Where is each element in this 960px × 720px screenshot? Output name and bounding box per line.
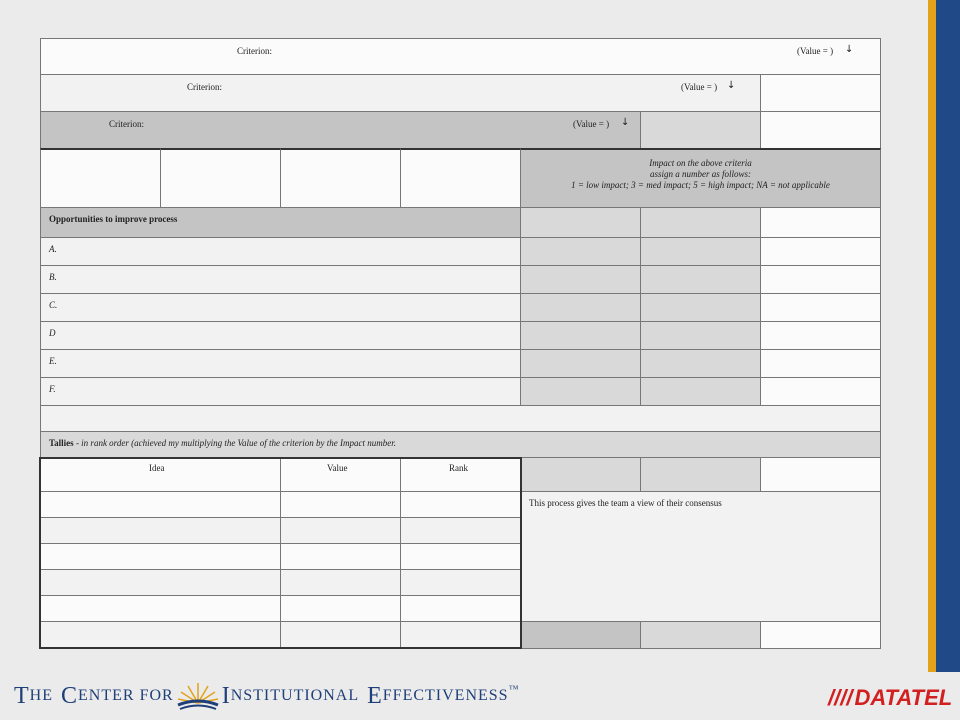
brand-slashes: //// bbox=[828, 685, 853, 710]
logo-letter: I bbox=[221, 682, 231, 709]
tally-cell-idea bbox=[40, 517, 281, 544]
tallies-label-bold: Tallies bbox=[49, 438, 74, 448]
opportunity-label: C. bbox=[49, 300, 58, 310]
opportunity-label: A. bbox=[49, 244, 57, 254]
tally-cell-idea bbox=[40, 543, 281, 570]
bottom-cell-c bbox=[760, 621, 881, 649]
tally-cell-value bbox=[280, 621, 401, 649]
opportunity-cell bbox=[640, 237, 761, 266]
opportunity-cell bbox=[520, 293, 641, 322]
opportunity-cell bbox=[640, 349, 761, 378]
tally-cell-rank bbox=[400, 517, 521, 544]
opportunity-cell bbox=[760, 321, 881, 350]
criterion-row-2 bbox=[40, 74, 761, 112]
tally-cell-idea bbox=[40, 491, 281, 518]
criterion-row-3 bbox=[40, 111, 641, 149]
tally-header-value bbox=[280, 457, 401, 492]
logo-letter: T bbox=[14, 682, 30, 709]
tally-cell-rank bbox=[400, 621, 521, 649]
logo-word: ENTER FOR bbox=[78, 687, 174, 704]
opportunities-header-cell-a bbox=[520, 207, 641, 238]
logo-word: FFECTIVENESS bbox=[382, 687, 509, 704]
impact-instructions bbox=[520, 148, 881, 208]
opportunity-label: E. bbox=[49, 356, 57, 366]
opportunity-cell bbox=[640, 265, 761, 294]
tally-header-rank bbox=[400, 457, 521, 492]
opportunity-cell bbox=[520, 377, 641, 406]
opportunity-cell bbox=[760, 265, 881, 294]
tally-cell-idea bbox=[40, 595, 281, 622]
opportunity-cell bbox=[520, 237, 641, 266]
opportunity-cell bbox=[520, 349, 641, 378]
tally-cell-rank bbox=[400, 569, 521, 596]
opportunity-cell bbox=[640, 321, 761, 350]
criterion-label-2: Criterion: bbox=[187, 82, 222, 92]
tally-cell-rank bbox=[400, 543, 521, 570]
tally-header-cell-a bbox=[520, 457, 641, 492]
opportunity-label: D bbox=[49, 328, 56, 338]
bottom-cell-b bbox=[640, 621, 761, 649]
opportunities-header-cell-b bbox=[640, 207, 761, 238]
opportunity-row-b bbox=[40, 265, 521, 294]
tally-header-cell-b bbox=[640, 457, 761, 492]
value-label-3: (Value = ) bbox=[573, 119, 610, 129]
tally-header-cell-c bbox=[760, 457, 881, 492]
tally-header-rank-label: Rank bbox=[449, 463, 468, 473]
trademark-symbol: ™ bbox=[508, 684, 520, 695]
tallies-row bbox=[40, 431, 881, 458]
opportunity-label: F. bbox=[49, 384, 56, 394]
sunburst-icon bbox=[176, 679, 220, 713]
tally-header-value-label: Value bbox=[327, 463, 348, 473]
tally-cell-idea bbox=[40, 569, 281, 596]
arrow-down-icon: ↓ bbox=[845, 44, 854, 55]
tallies-label-rest: - in rank order (achieved my multiplying the Value of the criterion by the Impact number. bbox=[73, 438, 397, 448]
tally-cell-value bbox=[280, 595, 401, 622]
header-blank-cell-1 bbox=[40, 148, 161, 208]
tally-cell-value bbox=[280, 569, 401, 596]
criterion-row-3-value-cell-a bbox=[640, 111, 761, 149]
arrow-down-icon: ↓ bbox=[621, 117, 630, 128]
header-blank-cell-4 bbox=[400, 148, 521, 208]
tally-header-idea bbox=[40, 457, 281, 492]
opportunity-cell bbox=[760, 237, 881, 266]
arrow-down-icon: ↓ bbox=[727, 80, 736, 91]
opportunity-row-c bbox=[40, 293, 521, 322]
value-label-2: (Value = ) bbox=[681, 82, 718, 92]
impact-line-2: assign a number as follows: bbox=[649, 169, 751, 179]
criterion-row-2-value-cell bbox=[760, 74, 881, 112]
logo-letter: C bbox=[61, 682, 79, 709]
opportunities-header bbox=[40, 207, 521, 238]
opportunity-cell bbox=[760, 349, 881, 378]
criterion-label-3: Criterion: bbox=[109, 119, 144, 129]
tally-cell-rank bbox=[400, 595, 521, 622]
tally-cell-idea bbox=[40, 621, 281, 649]
accent-stripe-orange bbox=[928, 0, 936, 672]
spacer-row bbox=[40, 405, 881, 432]
tally-cell-rank bbox=[400, 491, 521, 518]
opportunity-cell bbox=[520, 321, 641, 350]
accent-stripe-blue bbox=[936, 0, 960, 672]
center-institutional-effectiveness-logo bbox=[14, 676, 519, 716]
impact-line-1: Impact on the above criteria bbox=[649, 158, 752, 168]
header-blank-cell-3 bbox=[280, 148, 401, 208]
opportunity-row-e bbox=[40, 349, 521, 378]
criterion-label-1: Criterion: bbox=[237, 46, 272, 56]
impact-line-3: 1 = low impact; 3 = med impact; 5 = high impact; NA = not applicable bbox=[571, 180, 830, 190]
value-label-1: (Value = ) bbox=[797, 46, 834, 56]
opportunity-cell bbox=[520, 265, 641, 294]
criterion-row-3-value-cell-b bbox=[760, 111, 881, 149]
logo-word: NSTITUTIONAL bbox=[230, 687, 360, 704]
tally-cell-value bbox=[280, 543, 401, 570]
opportunity-row-f bbox=[40, 377, 521, 406]
consensus-note-box bbox=[520, 491, 881, 622]
opportunities-header-cell-c bbox=[760, 207, 881, 238]
datatel-logo bbox=[828, 684, 952, 712]
opportunity-row-a bbox=[40, 237, 521, 266]
bottom-cell-a bbox=[520, 621, 641, 649]
opportunities-header-label: Opportunities to improve process bbox=[49, 214, 178, 224]
opportunity-cell bbox=[760, 377, 881, 406]
opportunity-cell bbox=[760, 293, 881, 322]
tallies-label bbox=[49, 438, 396, 448]
tally-cell-value bbox=[280, 491, 401, 518]
tally-header-idea-label: Idea bbox=[149, 463, 165, 473]
logo-word: HE bbox=[29, 687, 53, 704]
tally-cell-value bbox=[280, 517, 401, 544]
header-blank-cell-2 bbox=[160, 148, 281, 208]
logo-letter: E bbox=[367, 682, 383, 709]
opportunity-cell bbox=[640, 293, 761, 322]
criterion-row-1 bbox=[40, 38, 881, 75]
opportunity-label: B. bbox=[49, 272, 57, 282]
opportunity-cell bbox=[640, 377, 761, 406]
brand-name: DATATEL bbox=[854, 685, 953, 710]
opportunity-row-d bbox=[40, 321, 521, 350]
consensus-note: This process gives the team a view of their consensus bbox=[529, 498, 722, 508]
